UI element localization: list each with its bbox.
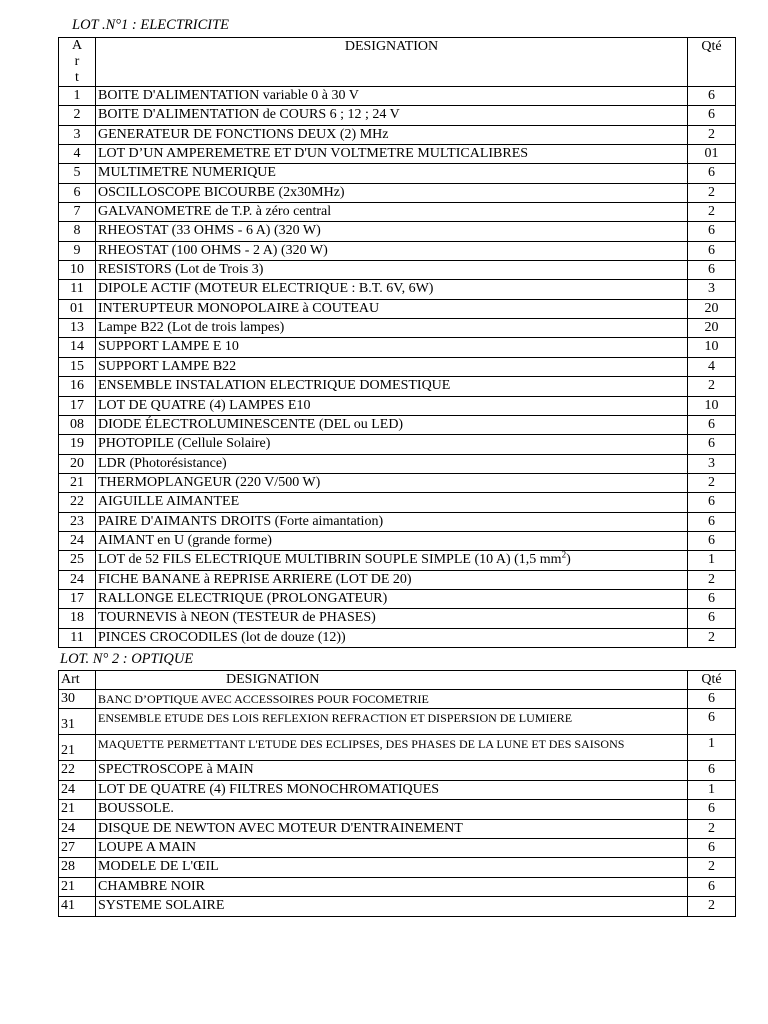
row-designation: RHEOSTAT (100 OHMS - 2 A) (320 W) xyxy=(96,241,688,260)
row-art: 4 xyxy=(59,145,96,164)
row-art: 20 xyxy=(59,454,96,473)
row-designation: SYSTEME SOLAIRE xyxy=(96,897,688,916)
table-row xyxy=(59,338,736,357)
row-art: 17 xyxy=(59,396,96,415)
row-art: 22 xyxy=(59,493,96,512)
row-art: 24 xyxy=(59,819,96,838)
row-art: 31 xyxy=(59,709,96,735)
table-row xyxy=(59,709,736,735)
row-art: 24 xyxy=(59,531,96,550)
row-qty: 6 xyxy=(688,531,736,550)
row-qty: 6 xyxy=(688,512,736,531)
lot2-header-designation: DESIGNATION xyxy=(96,671,688,690)
row-art: 22 xyxy=(59,761,96,780)
row-qty: 2 xyxy=(688,473,736,492)
row-designation: RHEOSTAT (33 OHMS - 6 A) (320 W) xyxy=(96,222,688,241)
row-art: 18 xyxy=(59,609,96,628)
table-row xyxy=(59,858,736,877)
row-designation: OSCILLOSCOPE BICOURBE (2x30MHz) xyxy=(96,183,688,202)
table-row xyxy=(59,183,736,202)
row-qty: 2 xyxy=(688,377,736,396)
row-art: 30 xyxy=(59,690,96,709)
row-designation: AIGUILLE AIMANTEE xyxy=(96,493,688,512)
row-designation: DISQUE DE NEWTON AVEC MOTEUR D'ENTRAINEMENT xyxy=(96,819,688,838)
lot2-title: LOT. N° 2 : OPTIQUE xyxy=(60,651,194,667)
row-art: 11 xyxy=(59,280,96,299)
row-art: 21 xyxy=(59,800,96,819)
row-qty: 6 xyxy=(688,838,736,857)
row-qty: 2 xyxy=(688,203,736,222)
table-row xyxy=(59,877,736,896)
row-qty: 6 xyxy=(688,493,736,512)
row-qty: 6 xyxy=(688,435,736,454)
lot2-header-row xyxy=(59,671,736,690)
lot1-table xyxy=(58,37,736,648)
table-row xyxy=(59,454,736,473)
table-row xyxy=(59,415,736,434)
row-designation: FICHE BANANE à REPRISE ARRIERE (LOT DE 20) xyxy=(96,570,688,589)
row-qty: 6 xyxy=(688,690,736,709)
lot1-title: LOT .N°1 : ELECTRICITE xyxy=(72,17,230,33)
table-row xyxy=(59,435,736,454)
row-qty: 10 xyxy=(688,396,736,415)
row-designation: TOURNEVIS à NEON (TESTEUR de PHASES) xyxy=(96,609,688,628)
lot1-header-designation: DESIGNATION xyxy=(96,38,688,87)
table-row xyxy=(59,396,736,415)
row-art: 10 xyxy=(59,261,96,280)
table-row xyxy=(59,106,736,125)
row-qty: 2 xyxy=(688,183,736,202)
table-row xyxy=(59,357,736,376)
table-row xyxy=(59,838,736,857)
row-designation-sup: 2 xyxy=(561,550,567,560)
row-art: 6 xyxy=(59,183,96,202)
row-qty: 6 xyxy=(688,609,736,628)
row-qty: 6 xyxy=(688,415,736,434)
row-designation: SUPPORT LAMPE E 10 xyxy=(96,338,688,357)
table-row xyxy=(59,780,736,799)
lot2-header-qty: Qté xyxy=(688,671,736,690)
row-designation: DIPOLE ACTIF (MOTEUR ELECTRIQUE : B.T. 6V, 6W) xyxy=(96,280,688,299)
row-art: 21 xyxy=(59,735,96,761)
row-qty: 2 xyxy=(688,858,736,877)
row-art: 08 xyxy=(59,415,96,434)
row-designation: CHAMBRE NOIR xyxy=(96,877,688,896)
row-designation: THERMOPLANGEUR (220 V/500 W) xyxy=(96,473,688,492)
row-art: 8 xyxy=(59,222,96,241)
row-qty: 2 xyxy=(688,819,736,838)
lot1-header-row xyxy=(59,38,736,87)
row-art: 23 xyxy=(59,512,96,531)
row-qty: 1 xyxy=(688,551,736,570)
table-row xyxy=(59,800,736,819)
row-designation: ENSEMBLE INSTALATION ELECTRIQUE DOMESTIQUE xyxy=(96,377,688,396)
row-qty: 20 xyxy=(688,299,736,318)
lot2-header-art: Art xyxy=(59,671,96,690)
row-qty: 2 xyxy=(688,125,736,144)
table-row xyxy=(59,897,736,916)
row-art: 3 xyxy=(59,125,96,144)
row-art: 1 xyxy=(59,87,96,106)
row-art: 19 xyxy=(59,435,96,454)
table-row xyxy=(59,164,736,183)
row-designation: MULTIMETRE NUMERIQUE xyxy=(96,164,688,183)
row-qty: 20 xyxy=(688,319,736,338)
table-row xyxy=(59,473,736,492)
table-row xyxy=(59,125,736,144)
row-qty: 2 xyxy=(688,570,736,589)
row-qty: 2 xyxy=(688,628,736,647)
row-qty: 6 xyxy=(688,761,736,780)
lot1-header-art xyxy=(59,38,96,87)
table-row xyxy=(59,261,736,280)
row-designation: BOITE D'ALIMENTATION variable 0 à 30 V xyxy=(96,87,688,106)
row-designation: PINCES CROCODILES (lot de douze (12)) xyxy=(96,628,688,647)
row-designation: LDR (Photorésistance) xyxy=(96,454,688,473)
table-row xyxy=(59,493,736,512)
row-qty: 6 xyxy=(688,261,736,280)
row-designation: RALLONGE ELECTRIQUE (PROLONGATEUR) xyxy=(96,589,688,608)
row-qty: 6 xyxy=(688,164,736,183)
lot2-table xyxy=(58,670,736,917)
row-art: 27 xyxy=(59,838,96,857)
table-row xyxy=(59,609,736,628)
row-qty: 6 xyxy=(688,106,736,125)
table-row xyxy=(59,280,736,299)
row-designation: AIMANT en U (grande forme) xyxy=(96,531,688,550)
row-art: 21 xyxy=(59,877,96,896)
table-row xyxy=(59,690,736,709)
row-designation: LOUPE A MAIN xyxy=(96,838,688,857)
row-art: 5 xyxy=(59,164,96,183)
table-row xyxy=(59,628,736,647)
row-qty: 6 xyxy=(688,800,736,819)
row-designation: MAQUETTE PERMETTANT L'ETUDE DES ECLIPSES, DES PHASES DE LA LUNE ET DES SAISONS xyxy=(96,735,688,761)
table-row xyxy=(59,319,736,338)
lot1-header-art-text: A r t xyxy=(71,38,83,85)
row-designation: RESISTORS (Lot de Trois 3) xyxy=(96,261,688,280)
row-designation: GENERATEUR DE FONCTIONS DEUX (2) MHz xyxy=(96,125,688,144)
row-art: 9 xyxy=(59,241,96,260)
row-art: 21 xyxy=(59,473,96,492)
row-designation: DIODE ÉLECTROLUMINESCENTE (DEL ou LED) xyxy=(96,415,688,434)
row-designation: MODELE DE L'ŒIL xyxy=(96,858,688,877)
row-qty: 6 xyxy=(688,87,736,106)
row-designation: LOT D’UN AMPEREMETRE ET D'UN VOLTMETRE MULTICALIBRES xyxy=(96,145,688,164)
row-qty: 3 xyxy=(688,454,736,473)
row-qty: 6 xyxy=(688,222,736,241)
table-row xyxy=(59,570,736,589)
lot1-header-qty: Qté xyxy=(688,38,736,87)
row-art: 11 xyxy=(59,628,96,647)
row-designation xyxy=(96,551,688,570)
row-qty: 2 xyxy=(688,897,736,916)
table-row xyxy=(59,819,736,838)
row-art: 2 xyxy=(59,106,96,125)
row-art: 24 xyxy=(59,780,96,799)
row-art: 16 xyxy=(59,377,96,396)
table-row xyxy=(59,512,736,531)
table-row xyxy=(59,761,736,780)
row-designation: INTERUPTEUR MONOPOLAIRE à COUTEAU xyxy=(96,299,688,318)
table-row xyxy=(59,87,736,106)
row-art: 17 xyxy=(59,589,96,608)
row-designation: GALVANOMETRE de T.P. à zéro central xyxy=(96,203,688,222)
table-row xyxy=(59,299,736,318)
row-qty: 1 xyxy=(688,780,736,799)
row-art: 15 xyxy=(59,357,96,376)
row-qty: 4 xyxy=(688,357,736,376)
table-row xyxy=(59,531,736,550)
row-designation-text: LOT de 52 FILS ELECTRIQUE MULTIBRIN SOUPLE SIMPLE (10 A) (1,5 mm xyxy=(98,552,562,568)
row-designation: LOT DE QUATRE (4) LAMPES E10 xyxy=(96,396,688,415)
table-row xyxy=(59,241,736,260)
row-qty: 01 xyxy=(688,145,736,164)
table-row xyxy=(59,145,736,164)
row-art: 28 xyxy=(59,858,96,877)
row-qty: 6 xyxy=(688,877,736,896)
row-designation: BOITE D'ALIMENTATION de COURS 6 ; 12 ; 24 V xyxy=(96,106,688,125)
row-art: 24 xyxy=(59,570,96,589)
row-designation: BANC D’OPTIQUE AVEC ACCESSOIRES POUR FOCOMETRIE xyxy=(96,690,688,709)
row-art: 01 xyxy=(59,299,96,318)
row-designation: BOUSSOLE. xyxy=(96,800,688,819)
row-designation: ENSEMBLE ETUDE DES LOIS REFLEXION REFRACTION ET DISPERSION DE LUMIERE xyxy=(96,709,688,735)
row-designation: LOT DE QUATRE (4) FILTRES MONOCHROMATIQUES xyxy=(96,780,688,799)
row-qty: 1 xyxy=(688,735,736,761)
row-art: 13 xyxy=(59,319,96,338)
table-row xyxy=(59,551,736,570)
row-qty: 6 xyxy=(688,709,736,735)
table-row xyxy=(59,203,736,222)
table-row xyxy=(59,589,736,608)
row-designation: SPECTROSCOPE à MAIN xyxy=(96,761,688,780)
row-designation: Lampe B22 (Lot de trois lampes) xyxy=(96,319,688,338)
row-art: 25 xyxy=(59,551,96,570)
table-row xyxy=(59,735,736,761)
row-qty: 6 xyxy=(688,589,736,608)
row-designation: PAIRE D'AIMANTS DROITS (Forte aimantation) xyxy=(96,512,688,531)
row-art: 41 xyxy=(59,897,96,916)
row-qty: 6 xyxy=(688,241,736,260)
row-qty: 10 xyxy=(688,338,736,357)
row-designation: PHOTOPILE (Cellule Solaire) xyxy=(96,435,688,454)
row-art: 7 xyxy=(59,203,96,222)
table-row xyxy=(59,377,736,396)
row-designation-tail: ) xyxy=(566,552,571,568)
table-row xyxy=(59,222,736,241)
row-designation: SUPPORT LAMPE B22 xyxy=(96,357,688,376)
row-art: 14 xyxy=(59,338,96,357)
row-qty: 3 xyxy=(688,280,736,299)
